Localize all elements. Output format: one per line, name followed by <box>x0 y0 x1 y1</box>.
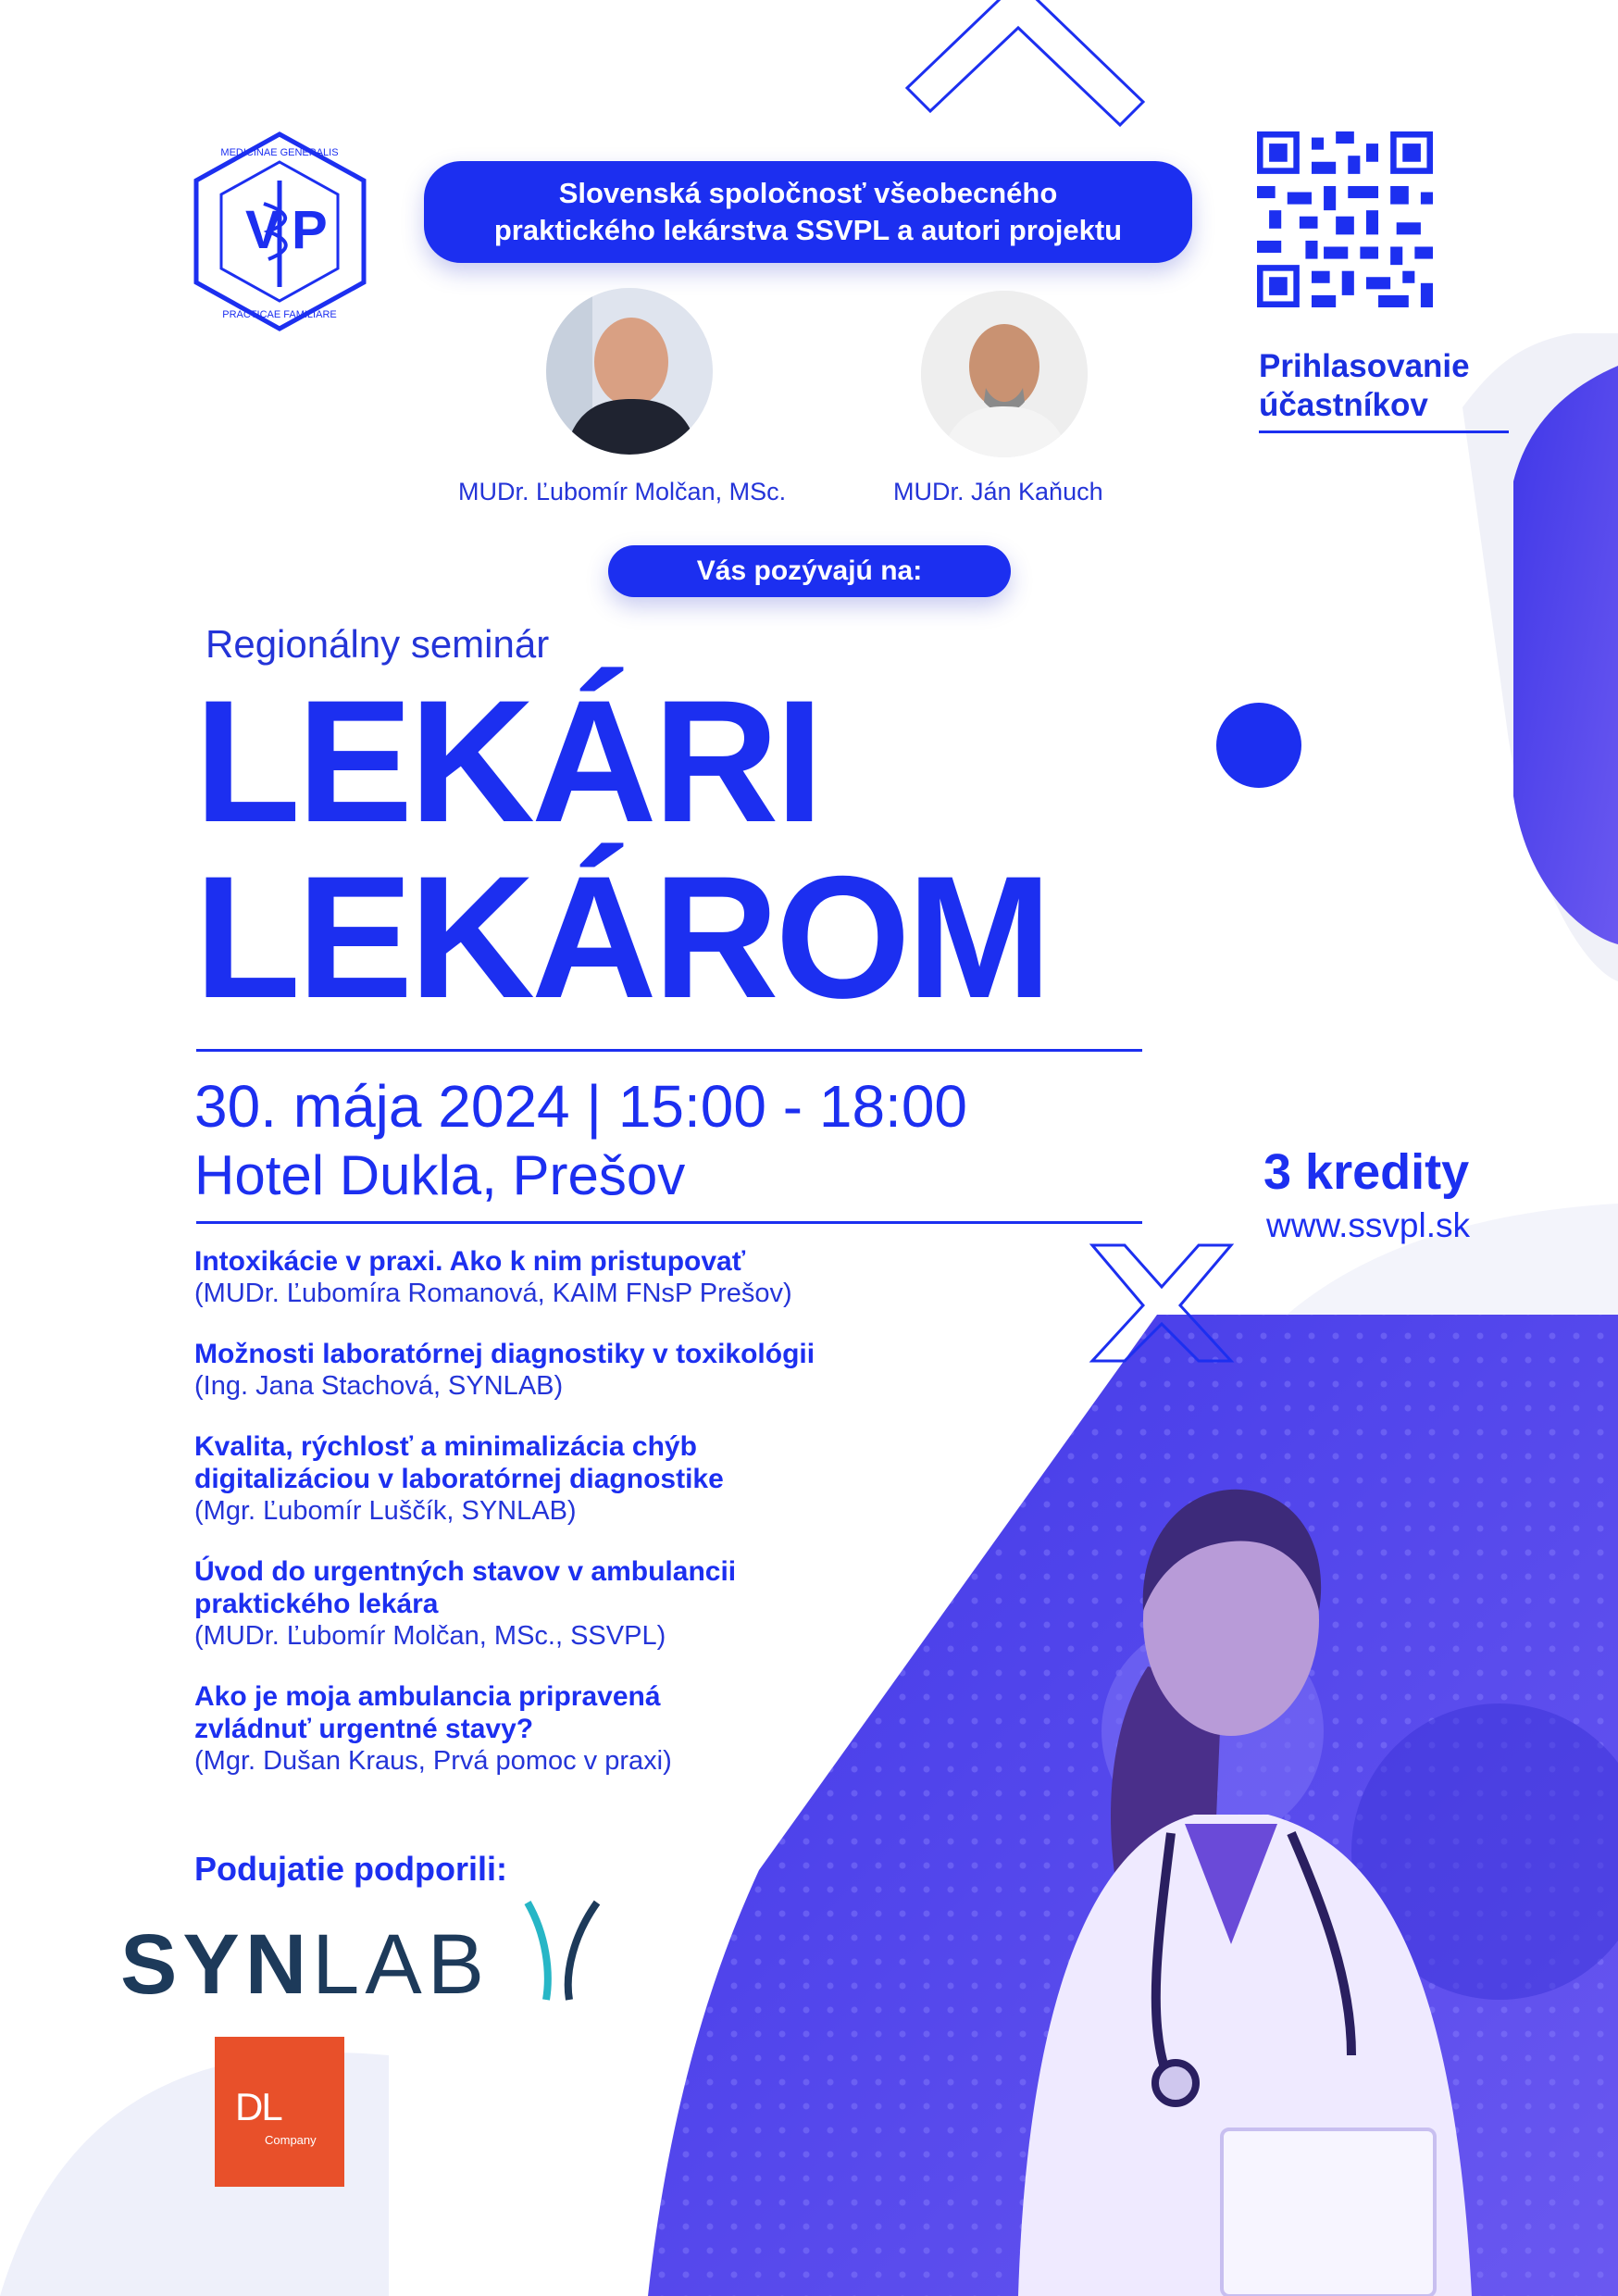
svg-text:MEDICINAE GENERALIS: MEDICINAE GENERALIS <box>220 147 339 158</box>
synlab-wave-icon <box>518 1898 606 2004</box>
svg-text:V: V <box>245 200 281 260</box>
program-item <box>194 1680 879 1778</box>
program-item-title: Kvalita, rýchlosť a minimalizácia chýb <box>194 1431 697 1462</box>
program-item <box>194 1338 879 1403</box>
program-item-title: zvládnuť urgentné stavy? <box>194 1714 534 1744</box>
svg-text:PRACTICAE FAMILIARE: PRACTICAE FAMILIARE <box>222 309 337 320</box>
event-title-line-1: LEKÁRI <box>194 664 820 858</box>
speaker-name-1: MUDr. Ľubomír Molčan, MSc. <box>458 478 787 505</box>
website-link[interactable]: www.ssvpl.sk <box>1266 1206 1470 1244</box>
speaker-photo-2 <box>921 291 1088 457</box>
chevron-up-icon <box>907 0 1143 125</box>
society-logo <box>190 130 370 333</box>
registration-label[interactable] <box>1259 347 1518 425</box>
right-panel-gradient <box>1513 366 1618 944</box>
program-item <box>194 1245 879 1310</box>
event-datetime: 30. mája 2024 | 15:00 - 18:00 <box>194 1073 967 1140</box>
divider <box>196 1221 1142 1224</box>
synlab-logo-bold: SYN <box>120 1917 313 2012</box>
synlab-logo <box>120 1916 490 2014</box>
dl-company-text: Company <box>265 2133 317 2147</box>
accent-dot <box>1216 703 1301 788</box>
sponsors-label: Podujatie podporili: <box>194 1850 507 1888</box>
program-item-speaker: (Ing. Jana Stachová, SYNLAB) <box>194 1371 564 1401</box>
event-title-line-2: LEKÁROM <box>194 840 1049 1034</box>
event-venue: Hotel Dukla, Prešov <box>194 1144 686 1206</box>
program-item <box>194 1430 879 1528</box>
program-item-speaker: (Mgr. Dušan Kraus, Prvá pomoc v praxi) <box>194 1746 672 1776</box>
invite-banner: Vás pozývajú na: <box>608 545 1011 597</box>
doctor-illustration <box>953 1426 1618 2296</box>
program-item <box>194 1555 879 1653</box>
program-item-speaker: (Mgr. Ľubomír Luščík, SYNLAB) <box>194 1496 577 1526</box>
program-item-title: Možnosti laboratórnej diagnostiky v toxikológii <box>194 1339 815 1369</box>
registration-line-2: účastníkov <box>1259 387 1428 423</box>
speaker-name-2: MUDr. Ján Kaňuch <box>893 478 1103 505</box>
dl-mark: DL <box>235 2085 281 2128</box>
divider <box>196 1049 1142 1052</box>
program-item-title: praktického lekára <box>194 1589 439 1619</box>
program-item-title: digitalizáciou v laboratórnej diagnostike <box>194 1464 724 1494</box>
registration-underline <box>1259 430 1509 433</box>
organizer-line-2: praktického lekárstva SSVPL a autori projektu <box>493 214 1123 246</box>
dl-company-logo <box>215 2037 344 2187</box>
organizer-banner <box>424 161 1192 263</box>
organizer-line-1: Slovenská spoločnosť všeobecného <box>558 177 1058 209</box>
event-type: Regionálny seminár <box>205 622 550 666</box>
program-item-speaker: (MUDr. Ľubomír Molčan, MSc., SSVPL) <box>194 1621 666 1651</box>
program-item-title: Úvod do urgentných stavov v ambulancii <box>194 1556 737 1587</box>
program-list <box>194 1245 879 1805</box>
credits-badge: 3 kredity <box>1263 1144 1470 1200</box>
svg-text:P: P <box>292 200 328 260</box>
program-item-title: Intoxikácie v praxi. Ako k nim pristupovať <box>194 1246 746 1277</box>
registration-line-1: Prihlasovanie <box>1259 348 1470 384</box>
qr-code-icon[interactable] <box>1257 131 1433 307</box>
synlab-logo-light: LAB <box>312 1917 491 2012</box>
program-item-title: Ako je moja ambulancia pripravená <box>194 1681 661 1712</box>
speaker-photo-1 <box>546 288 713 455</box>
program-item-speaker: (MUDr. Ľubomíra Romanová, KAIM FNsP Prešov) <box>194 1279 792 1308</box>
